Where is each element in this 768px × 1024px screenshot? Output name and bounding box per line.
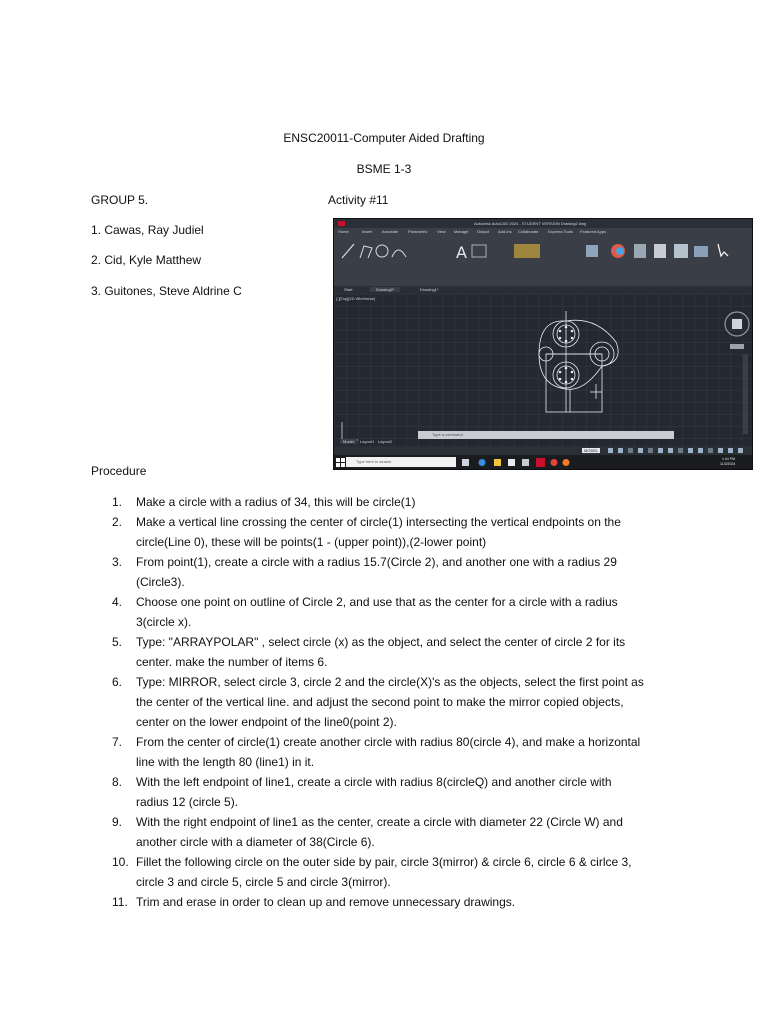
arc-tool-icon [392, 250, 406, 257]
procedure-step-line: Choose one point on outline of Circle 2, and use that as the center for a circle with a radius [136, 595, 618, 609]
ribbon [334, 228, 752, 286]
groups-icon [634, 244, 646, 258]
command-input[interactable]: Type a command [432, 432, 463, 437]
utilities-icon [654, 244, 666, 258]
ribbon-tab-featured[interactable]: Featured Apps [580, 229, 607, 234]
viewcube-icon [725, 312, 749, 349]
procedure-step-number: 3. [112, 555, 123, 569]
mail-icon [522, 459, 529, 466]
procedure-step-line: radius 12 (circle 5). [136, 795, 239, 809]
clock-time: 1:44 PM [722, 457, 736, 461]
procedure-step [112, 732, 682, 772]
model-tab-layout1[interactable]: Layout1 [360, 439, 375, 444]
dimension-tool-icon [472, 245, 486, 257]
procedure-step-line: Trim and erase in order to clean up and remove unnecessary drawings. [136, 895, 516, 909]
firefox-icon [563, 459, 570, 466]
procedure-step-line: Make a circle with a radius of 34, this will be circle(1) [136, 495, 416, 509]
file-explorer-icon [494, 459, 501, 466]
procedure-step [112, 632, 682, 672]
procedure-step-line: Make a vertical line crossing the center of circle(1) intersecting the vertical endpoints on the [136, 515, 621, 529]
procedure-step-line: circle 3 and circle 5, circle 5 and circle 3(mirror). [136, 875, 391, 889]
clipboard-icon [674, 244, 688, 258]
command-line[interactable] [418, 431, 674, 439]
procedure-step-line: 3(circle x). [136, 615, 192, 629]
activity-label: Activity #11 [328, 193, 389, 207]
viewport-label[interactable]: [-][Top][2D Wireframe] [336, 296, 376, 301]
windows-start-icon[interactable] [336, 458, 345, 467]
taskbar-search-placeholder: Type here to search [356, 459, 392, 464]
ribbon-tab-view[interactable]: View [437, 229, 446, 234]
ribbon-tab-collaborate[interactable]: Collaborate [518, 229, 539, 234]
model-tab-model[interactable]: Model [340, 439, 357, 444]
procedure-step-number: 10. [112, 855, 129, 869]
procedure-step [112, 592, 682, 632]
procedure-step-line: Type: "ARRAYPOLAR" , select circle (x) as the object, and select the center of circle 2 for its [136, 635, 626, 649]
file-tab-start[interactable]: Start [344, 287, 353, 292]
procedure-step [112, 492, 682, 512]
member-3: 3. Guitones, Steve Aldrine C [91, 284, 242, 298]
procedure-step-number: 11. [112, 895, 128, 909]
group-label: GROUP 5. [91, 193, 149, 207]
chrome-icon [551, 459, 558, 466]
procedure-step-line: From the center of circle(1) create another circle with radius 80(circle 4), and make a horizontal [136, 735, 641, 749]
status-toggles-icon [606, 447, 746, 454]
line-tool-icon [342, 244, 354, 258]
procedure-step-line: center. make the number of items 6. [136, 655, 328, 669]
select-mode-icon [718, 244, 728, 256]
procedure-list [112, 492, 682, 912]
procedure-step [112, 512, 682, 552]
procedure-step-number: 5. [112, 635, 123, 649]
procedure-step-line: the center of the vertical line. and adjust the second point to make the mirror copied objects, [136, 695, 624, 709]
ribbon-tab-manage[interactable]: Manage [454, 229, 469, 234]
procedure-step-line: (Circle3). [136, 575, 185, 589]
autocad-task-icon [536, 458, 545, 467]
polyline-tool-icon [360, 246, 372, 258]
model-tab-layout2[interactable]: Layout2 [378, 439, 393, 444]
text-tool-icon: A [456, 243, 467, 262]
procedure-step [112, 852, 682, 892]
procedure-step-number: 4. [112, 595, 123, 609]
taskbar-apps [458, 457, 598, 468]
procedure-step-number: 9. [112, 815, 123, 829]
procedure-step-number: 6. [112, 675, 123, 689]
procedure-step [112, 552, 682, 592]
procedure-step-line: From point(1), create a circle with a radius 15.7(Circle 2), and another one with a radius 29 [136, 555, 617, 569]
ucs-icon [342, 422, 358, 440]
procedure-step-line: line with the length 80 (line1) in it. [136, 755, 315, 769]
ribbon-tab-parametric[interactable]: Parametric [408, 229, 428, 234]
section-label: BSME 1-3 [356, 162, 412, 176]
procedure-step-number: 2. [112, 515, 123, 529]
status-bar [334, 446, 752, 455]
cad-drawing [334, 294, 752, 446]
nav-bar [743, 354, 748, 434]
procedure-step-line: circle(Line 0), these will be points(1 - (upper point)),(2-lower point) [136, 535, 487, 549]
course-title: ENSC20011-Computer Aided Drafting [283, 131, 485, 145]
insert-block-icon [586, 245, 598, 257]
task-view-icon [462, 459, 469, 466]
ribbon-tab-insert[interactable]: Insert [362, 229, 373, 234]
procedure-step-line: With the left endpoint of line1, create a circle with radius 8(circleQ) and another circle with [136, 775, 612, 789]
procedure-step-number: 8. [112, 775, 123, 789]
procedure-step [112, 892, 682, 912]
file-tab-drawing2[interactable]: Drawing2* [370, 287, 400, 292]
ribbon-tab-annotate[interactable]: Annotate [382, 229, 399, 234]
app-titlebar [334, 219, 752, 228]
autocad-logo-icon [338, 221, 345, 226]
procedure-step-number: 7. [112, 735, 123, 749]
drawing-canvas[interactable] [334, 294, 752, 446]
procedure-step-line: another circle with a diameter of 38(Circle 6). [136, 835, 375, 849]
procedure-title: Procedure [91, 464, 147, 478]
status-model-button[interactable]: MODEL [584, 448, 599, 453]
procedure-step-number: 1. [112, 495, 123, 509]
procedure-step-line: With the right endpoint of line1 as the center, create a circle with diameter 22 (Circle W) and [136, 815, 623, 829]
ribbon-tab-output[interactable]: Output [477, 229, 490, 234]
procedure-step-line: Fillet the following circle on the outer side by pair, circle 3(mirror) & circle 6, circle 6 & cirlce 3, [136, 855, 632, 869]
circle-tool-icon [376, 245, 388, 257]
procedure-step-line: Type: MIRROR, select circle 3, circle 2 and the circle(X)'s as the objects, select the first point as [136, 675, 644, 689]
ribbon-tab-home[interactable]: Home [338, 229, 349, 234]
ribbon-tools [338, 240, 748, 280]
member-1: 1. Cawas, Ray Judiel [91, 223, 204, 237]
ribbon-tab-express[interactable]: Express Tools [548, 229, 573, 234]
store-icon [508, 459, 515, 466]
view-icon [694, 246, 708, 257]
autocad-screenshot [333, 218, 753, 470]
file-tabs [334, 286, 752, 294]
edge-icon [479, 459, 486, 466]
clock-date: 11/3/2024 [720, 462, 736, 466]
taskbar-search[interactable] [346, 457, 456, 467]
procedure-step [112, 672, 682, 732]
file-tab-drawing1[interactable]: Drawing1* [420, 287, 439, 292]
procedure-step [112, 772, 682, 812]
app-title: Autodesk AutoCAD 2024 - STUDENT VERSION Drawing2.dwg [474, 221, 587, 226]
procedure-step [112, 812, 682, 852]
member-2: 2. Cid, Kyle Matthew [91, 253, 202, 267]
layer-properties-icon [514, 244, 540, 258]
ribbon-tab-addins[interactable]: Add-ins [498, 229, 512, 234]
procedure-step-line: center on the lower endpoint of the line0(point 2). [136, 715, 397, 729]
